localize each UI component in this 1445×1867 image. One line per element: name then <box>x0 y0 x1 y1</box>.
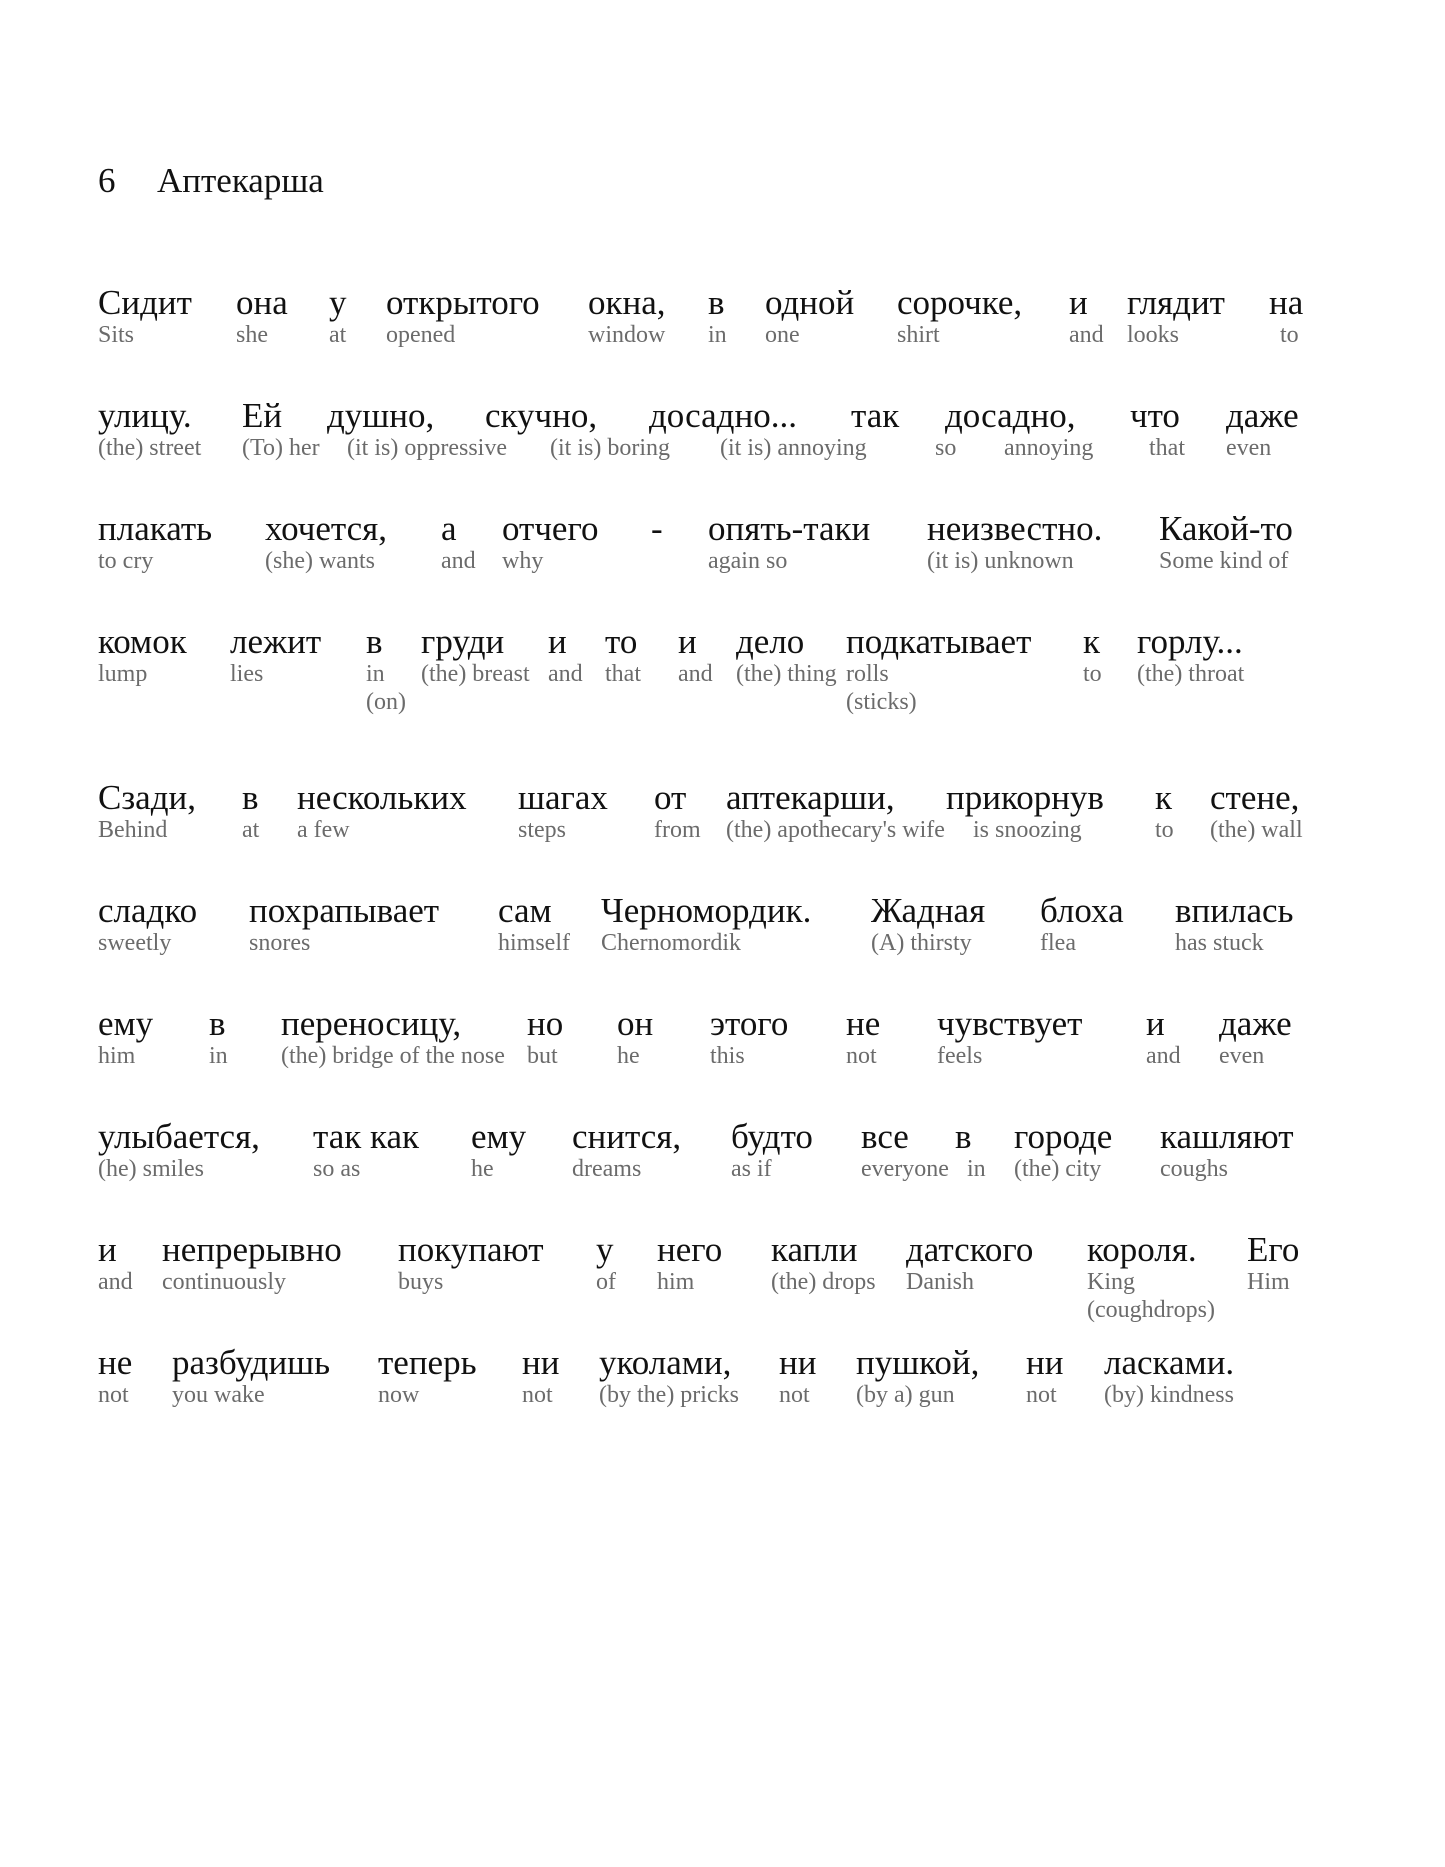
russian-word: переносицу, <box>281 1004 462 1043</box>
russian-word: все <box>861 1117 909 1156</box>
russian-word: сам <box>498 891 552 930</box>
russian-word: разбудишь <box>172 1343 331 1382</box>
russian-word: даже <box>1226 396 1299 435</box>
english-gloss: he <box>471 1156 494 1182</box>
english-gloss: to <box>1155 817 1174 843</box>
english-gloss: Some kind of <box>1159 548 1289 574</box>
russian-word: подкатывает <box>846 622 1032 661</box>
english-gloss: from <box>654 817 701 843</box>
english-gloss: (To) her <box>242 435 320 461</box>
russian-word: ласками. <box>1104 1343 1235 1382</box>
english-gloss: in <box>967 1156 986 1182</box>
english-gloss: to <box>1083 661 1102 687</box>
russian-word: ему <box>471 1117 527 1156</box>
russian-word: нескольких <box>297 778 467 817</box>
english-gloss: even <box>1219 1043 1265 1069</box>
russian-word: но <box>527 1004 564 1043</box>
russian-word: она <box>236 283 288 322</box>
english-gloss: Chernomordik <box>601 930 741 956</box>
english-gloss: not <box>522 1382 553 1408</box>
russian-word: капли <box>771 1230 858 1269</box>
russian-word: Жадная <box>871 891 986 930</box>
russian-word: не <box>846 1004 881 1043</box>
english-gloss: King <box>1087 1269 1135 1295</box>
english-gloss: why <box>502 548 544 574</box>
russian-word: груди <box>421 622 505 661</box>
english-gloss: (on) <box>366 689 406 715</box>
english-gloss: looks <box>1127 322 1180 348</box>
english-gloss: so as <box>313 1156 361 1182</box>
english-gloss: of <box>596 1269 616 1295</box>
russian-word: на <box>1269 283 1304 322</box>
russian-word: досадно... <box>649 396 797 435</box>
russian-word: окна, <box>588 283 666 322</box>
english-gloss: (she) wants <box>265 548 375 574</box>
english-gloss: (by a) gun <box>856 1382 955 1408</box>
russian-word: а <box>441 509 457 548</box>
russian-word: него <box>657 1230 723 1269</box>
english-gloss: steps <box>518 817 566 843</box>
russian-word: датского <box>906 1230 1034 1269</box>
english-gloss: she <box>236 322 268 348</box>
russian-word: так как <box>313 1117 420 1156</box>
russian-word: в <box>366 622 383 661</box>
english-gloss: lump <box>98 661 148 687</box>
russian-word: Его <box>1247 1230 1300 1269</box>
english-gloss: again so <box>708 548 788 574</box>
russian-word: неизвестно. <box>927 509 1103 548</box>
russian-word: Ей <box>242 396 283 435</box>
english-gloss: and <box>441 548 476 574</box>
english-gloss: (the) apothecary's wife <box>726 817 945 843</box>
chapter-title: Аптекарша <box>157 161 324 200</box>
russian-word: аптекарши, <box>726 778 895 817</box>
russian-word: что <box>1130 396 1180 435</box>
russian-word: стене, <box>1210 778 1300 817</box>
russian-word: будто <box>731 1117 813 1156</box>
english-gloss: in <box>209 1043 228 1069</box>
russian-word: глядит <box>1127 283 1225 322</box>
english-gloss: sweetly <box>98 930 172 956</box>
english-gloss: continuously <box>162 1269 286 1295</box>
russian-word: покупают <box>398 1230 544 1269</box>
english-gloss: lies <box>230 661 264 687</box>
english-gloss: Him <box>1247 1269 1290 1295</box>
chapter-number: 6 <box>98 161 116 200</box>
english-gloss: everyone <box>861 1156 949 1182</box>
russian-word: даже <box>1219 1004 1292 1043</box>
english-gloss: (coughdrops) <box>1087 1297 1215 1323</box>
russian-word: в <box>242 778 259 817</box>
russian-word: и <box>678 622 697 661</box>
russian-word: короля. <box>1087 1230 1197 1269</box>
english-gloss: opened <box>386 322 456 348</box>
english-gloss: annoying <box>1004 435 1094 461</box>
russian-word: Сзади, <box>98 778 196 817</box>
english-gloss: in <box>708 322 727 348</box>
russian-word: от <box>654 778 687 817</box>
english-gloss: (the) street <box>98 435 202 461</box>
english-gloss: (he) smiles <box>98 1156 204 1182</box>
russian-word: в <box>209 1004 226 1043</box>
english-gloss: (the) bridge of the nose <box>281 1043 505 1069</box>
english-gloss: him <box>98 1043 136 1069</box>
english-gloss: is snoozing <box>973 817 1082 843</box>
russian-word: впилась <box>1175 891 1294 930</box>
english-gloss: has stuck <box>1175 930 1264 956</box>
russian-word: Сидит <box>98 283 192 322</box>
russian-word: непрерывно <box>162 1230 342 1269</box>
russian-word: хочется, <box>265 509 388 548</box>
russian-word: ни <box>1026 1343 1064 1382</box>
russian-word: и <box>548 622 567 661</box>
russian-word: Какой-то <box>1159 509 1293 548</box>
russian-word: досадно, <box>945 396 1076 435</box>
russian-word: комок <box>98 622 187 661</box>
russian-word: теперь <box>378 1343 477 1382</box>
russian-word: этого <box>710 1004 789 1043</box>
russian-word: отчего <box>502 509 599 548</box>
english-gloss: him <box>657 1269 695 1295</box>
russian-word: к <box>1083 622 1101 661</box>
english-gloss: and <box>98 1269 133 1295</box>
russian-word: сорочке, <box>897 283 1023 322</box>
english-gloss: shirt <box>897 322 940 348</box>
russian-word: плакать <box>98 509 213 548</box>
english-gloss: not <box>846 1043 877 1069</box>
russian-word: в <box>708 283 725 322</box>
russian-word: и <box>98 1230 117 1269</box>
english-gloss: not <box>779 1382 810 1408</box>
russian-word: у <box>596 1230 614 1269</box>
english-gloss: (the) wall <box>1210 817 1303 843</box>
english-gloss: now <box>378 1382 420 1408</box>
english-gloss: and <box>1146 1043 1181 1069</box>
russian-word: то <box>605 622 638 661</box>
english-gloss: not <box>98 1382 129 1408</box>
russian-word: не <box>98 1343 133 1382</box>
russian-word: скучно, <box>485 396 598 435</box>
english-gloss: (A) thirsty <box>871 930 972 956</box>
russian-word: так <box>851 396 900 435</box>
russian-word: похрапывает <box>249 891 440 930</box>
english-gloss: in <box>366 661 385 687</box>
english-gloss: so <box>935 435 957 461</box>
english-gloss: rolls <box>846 661 889 687</box>
english-gloss: Sits <box>98 322 135 348</box>
russian-word: Черномордик. <box>601 891 812 930</box>
english-gloss: feels <box>937 1043 983 1069</box>
russian-word: лежит <box>230 622 322 661</box>
russian-word: душно, <box>327 396 435 435</box>
english-gloss: as if <box>731 1156 772 1182</box>
english-gloss: (the) breast <box>421 661 530 687</box>
russian-word: снится, <box>572 1117 682 1156</box>
russian-word: кашляют <box>1160 1117 1294 1156</box>
english-gloss: and <box>1069 322 1104 348</box>
russian-word: чувствует <box>937 1004 1083 1043</box>
russian-word: горлу... <box>1137 622 1243 661</box>
english-gloss: and <box>548 661 583 687</box>
russian-word: дело <box>736 622 805 661</box>
english-gloss: flea <box>1040 930 1076 956</box>
english-gloss: (sticks) <box>846 689 917 715</box>
russian-word: прикорнув <box>946 778 1104 817</box>
russian-word: городе <box>1014 1117 1113 1156</box>
english-gloss: dreams <box>572 1156 642 1182</box>
russian-word: ни <box>779 1343 817 1382</box>
english-gloss: himself <box>498 930 570 956</box>
english-gloss: snores <box>249 930 311 956</box>
english-gloss: (it is) oppressive <box>347 435 507 461</box>
russian-word: ни <box>522 1343 560 1382</box>
russian-word: опять-таки <box>708 509 871 548</box>
english-gloss: a few <box>297 817 350 843</box>
russian-word: в <box>955 1117 972 1156</box>
english-gloss: not <box>1026 1382 1057 1408</box>
russian-word: шагах <box>518 778 608 817</box>
english-gloss: one <box>765 322 800 348</box>
russian-word: у <box>329 283 347 322</box>
english-gloss: at <box>242 817 260 843</box>
russian-word: блоха <box>1040 891 1124 930</box>
russian-word: уколами, <box>599 1343 732 1382</box>
english-gloss: buys <box>398 1269 444 1295</box>
russian-word: пушкой, <box>856 1343 980 1382</box>
english-gloss: at <box>329 322 347 348</box>
russian-word: улицу. <box>98 396 192 435</box>
english-gloss: even <box>1226 435 1272 461</box>
english-gloss: you wake <box>172 1382 265 1408</box>
english-gloss: Danish <box>906 1269 974 1295</box>
english-gloss: that <box>1149 435 1185 461</box>
russian-word: он <box>617 1004 654 1043</box>
russian-word: сладко <box>98 891 198 930</box>
russian-word: ему <box>98 1004 154 1043</box>
english-gloss: this <box>710 1043 745 1069</box>
russian-word: одной <box>765 283 855 322</box>
english-gloss: (it is) unknown <box>927 548 1074 574</box>
russian-word: - <box>651 509 663 548</box>
russian-word: и <box>1069 283 1088 322</box>
english-gloss: (it is) annoying <box>720 435 867 461</box>
russian-word: к <box>1155 778 1173 817</box>
english-gloss: (it is) boring <box>550 435 670 461</box>
english-gloss: Behind <box>98 817 168 843</box>
english-gloss: (by the) pricks <box>599 1382 739 1408</box>
english-gloss: to cry <box>98 548 154 574</box>
english-gloss: (by) kindness <box>1104 1382 1234 1408</box>
russian-word: и <box>1146 1004 1165 1043</box>
english-gloss: (the) throat <box>1137 661 1245 687</box>
english-gloss: he <box>617 1043 640 1069</box>
russian-word: улыбается, <box>98 1117 260 1156</box>
english-gloss: that <box>605 661 641 687</box>
english-gloss: to <box>1280 322 1299 348</box>
english-gloss: but <box>527 1043 558 1069</box>
english-gloss: coughs <box>1160 1156 1228 1182</box>
english-gloss: (the) city <box>1014 1156 1102 1182</box>
english-gloss: window <box>588 322 666 348</box>
russian-word: открытого <box>386 283 540 322</box>
english-gloss: and <box>678 661 713 687</box>
english-gloss: (the) thing <box>736 661 837 687</box>
english-gloss: (the) drops <box>771 1269 876 1295</box>
